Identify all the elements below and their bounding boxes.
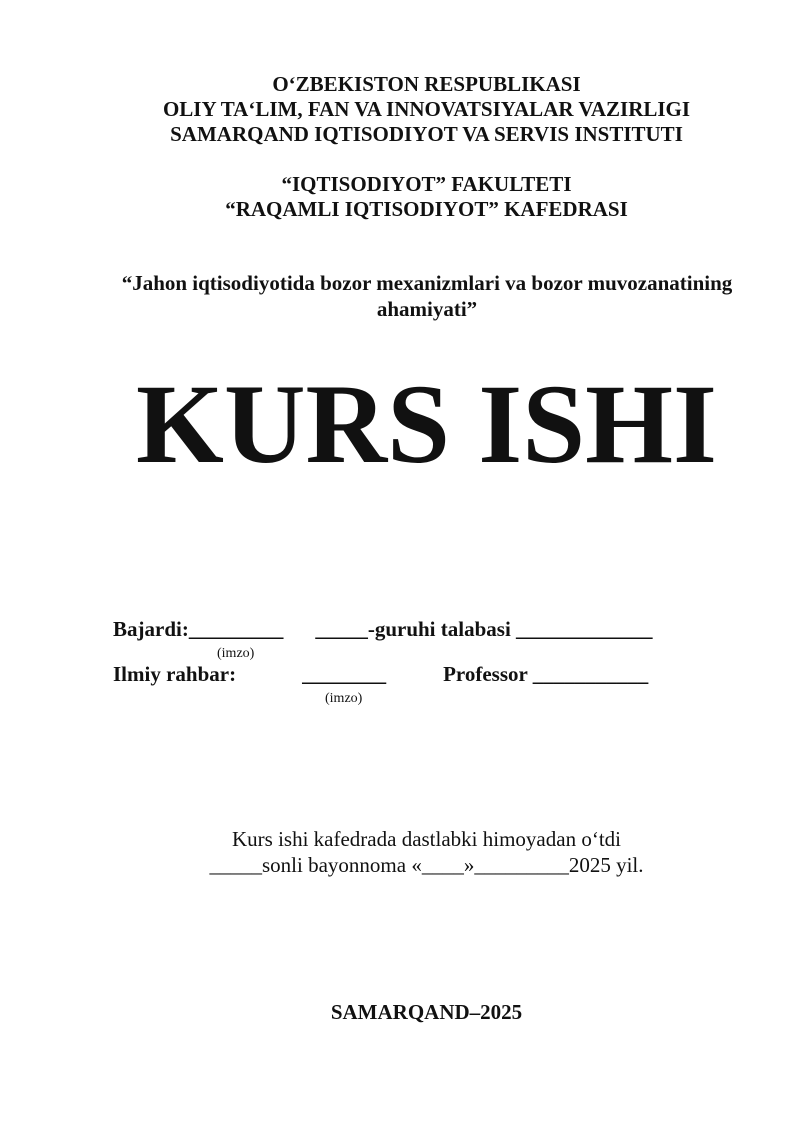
ilmiy-rahbar-line: [113, 662, 733, 687]
faculty-line: “IQTISODIYOT” FAKULTETI: [281, 172, 572, 196]
group-student-underline: _____-guruhi talabasi _____________: [315, 617, 653, 641]
protocol-line-1: Kurs ishi kafedrada dastlabki himoyadan o‘tdi: [232, 827, 621, 851]
protocol-line-2: _____sonli bayonnoma «____»_________2025 yil.: [209, 853, 644, 877]
faculty-block: [113, 172, 740, 222]
bajardi-line: [113, 617, 733, 642]
institution-header: [113, 72, 740, 147]
protocol-note: [113, 826, 740, 878]
ilmiy-rahbar-label: Ilmiy rahbar:: [113, 662, 237, 686]
main-title: KURS ISHI: [136, 362, 717, 487]
header-line-country: O‘ZBEKISTON RESPUBLIKASI: [272, 72, 581, 96]
imzo-label-2: (imzo): [325, 691, 363, 706]
signature-block: [113, 617, 733, 707]
header-line-institute: SAMARQAND IQTISODIYOT VA SERVIS INSTITUTI: [170, 122, 683, 146]
bajardi-label-underline: Bajardi:_________: [113, 617, 284, 641]
kafedra-line: “RAQAMLI IQTISODIYOT” KAFEDRASI: [225, 197, 628, 221]
header-line-ministry: OLIY TA‘LIM, FAN VA INNOVATSIYALAR VAZIRLIGI: [162, 97, 691, 121]
topic-title: “Jahon iqtisodiyotida bozor mexanizmlari va bozor muvozanatining ahamiyati”: [121, 271, 733, 321]
professor-underline: Professor ___________: [443, 662, 649, 686]
imzo-row-1: [113, 642, 733, 662]
rahbar-signature-underline: ________: [302, 662, 387, 686]
imzo-label-1: (imzo): [217, 646, 255, 661]
imzo-row-2: [113, 687, 733, 707]
city-year-footer: SAMARQAND–2025: [330, 1000, 523, 1024]
